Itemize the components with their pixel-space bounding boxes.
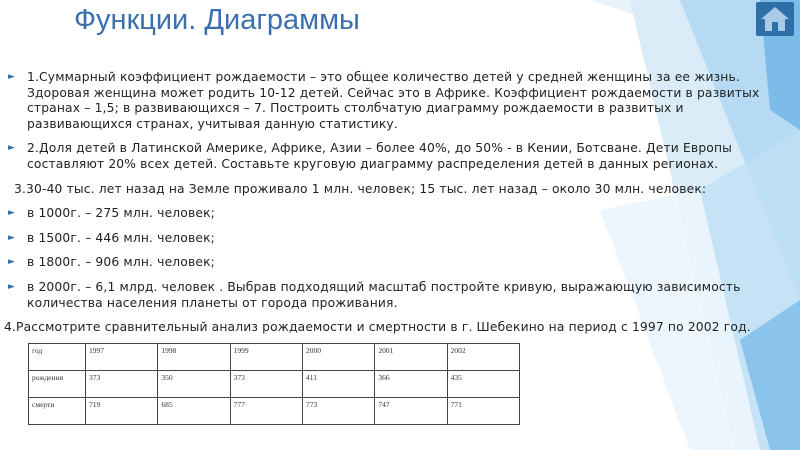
- paragraph-text: 1.Суммарный коэффициент рождаемости – это общее количество детей у средней женщины за ее жизнь. Здоровая женщина может родить 10-12 детей. Сейчас это в Африке. Коэффициент рождаемости в развитых странах – 1,5; в развивающихся – 7. Построить столбчатую диаграмму рождаемости в развитых и развивающихся странах, учитывая данную статистику.: [27, 70, 760, 131]
- paragraph-6: [0, 255, 779, 271]
- paragraph-3: [0, 182, 766, 198]
- table-cell: 1998: [158, 344, 230, 371]
- paragraph-5: [0, 231, 779, 247]
- table-cell: 2000: [302, 344, 374, 371]
- paragraph-text: в 1000г. – 275 млн. человек;: [27, 206, 215, 221]
- paragraph-text: 2.Доля детей в Латинской Америке, Африке, Азии – более 40%, до 50% - в Кении, Ботсване. Дети Европы составляют 20% всех детей. Составьте круговую диаграмму распределения детей в данных регионах.: [27, 141, 733, 171]
- table-cell: 771: [447, 398, 519, 425]
- page-title: Функции. Диаграммы: [74, 4, 360, 36]
- table-cell: 366: [375, 371, 447, 398]
- bullet-icon: ►: [8, 72, 16, 82]
- table-cell: 2001: [375, 344, 447, 371]
- task-list: [0, 70, 800, 345]
- bullet-icon: ►: [8, 143, 16, 154]
- paragraph-text: в 2000г. – 6,1 млрд. человек . Выбрав подходящий масштаб постройте кривую, выражающую зависимость количества населения планеты от города проживания.: [27, 279, 741, 310]
- bullet-icon: ►: [8, 257, 16, 268]
- table-cell: смерти: [29, 398, 86, 425]
- table-row: [29, 371, 520, 398]
- paragraph-8: [0, 320, 756, 336]
- birth-death-table: [28, 343, 520, 425]
- table-header-row: [29, 344, 520, 371]
- home-icon[interactable]: [756, 2, 794, 36]
- bullet-icon: ►: [8, 232, 16, 243]
- bullet-icon: ►: [8, 208, 16, 219]
- paragraph-1: [0, 70, 779, 132]
- table-cell: 373: [86, 371, 158, 398]
- table-cell: 685: [158, 398, 230, 425]
- table-cell: рождения: [29, 371, 86, 398]
- table-cell: 2002: [447, 344, 519, 371]
- table-cell: 411: [302, 371, 374, 398]
- table-cell: 777: [230, 398, 302, 425]
- paragraph-2: [0, 141, 779, 172]
- table-cell: 719: [86, 398, 158, 425]
- table-cell: 747: [375, 398, 447, 425]
- table-cell: 373: [230, 371, 302, 398]
- table-cell: 773: [302, 398, 374, 425]
- table-cell: 1999: [230, 344, 302, 371]
- table-row: [29, 398, 520, 425]
- table-cell: 350: [158, 371, 230, 398]
- table-cell: 435: [447, 371, 519, 398]
- table-cell: год: [29, 344, 86, 371]
- paragraph-4: [0, 206, 779, 222]
- bullet-icon: ►: [8, 281, 16, 292]
- paragraph-7: [0, 280, 779, 311]
- paragraph-text: 3.30-40 тыс. лет назад на Земле проживало 1 млн. человек; 15 тыс. лет назад – около 30 млн. человек:: [14, 181, 707, 196]
- paragraph-text: 4.Рассмотрите сравнительный анализ рождаемости и смертности в г. Шебекино на период с 1997 по 2002 год.: [4, 320, 751, 335]
- table-cell: 1997: [86, 344, 158, 371]
- paragraph-text: в 1800г. – 906 млн. человек;: [27, 255, 215, 270]
- paragraph-text: в 1500г. – 446 млн. человек;: [27, 230, 215, 245]
